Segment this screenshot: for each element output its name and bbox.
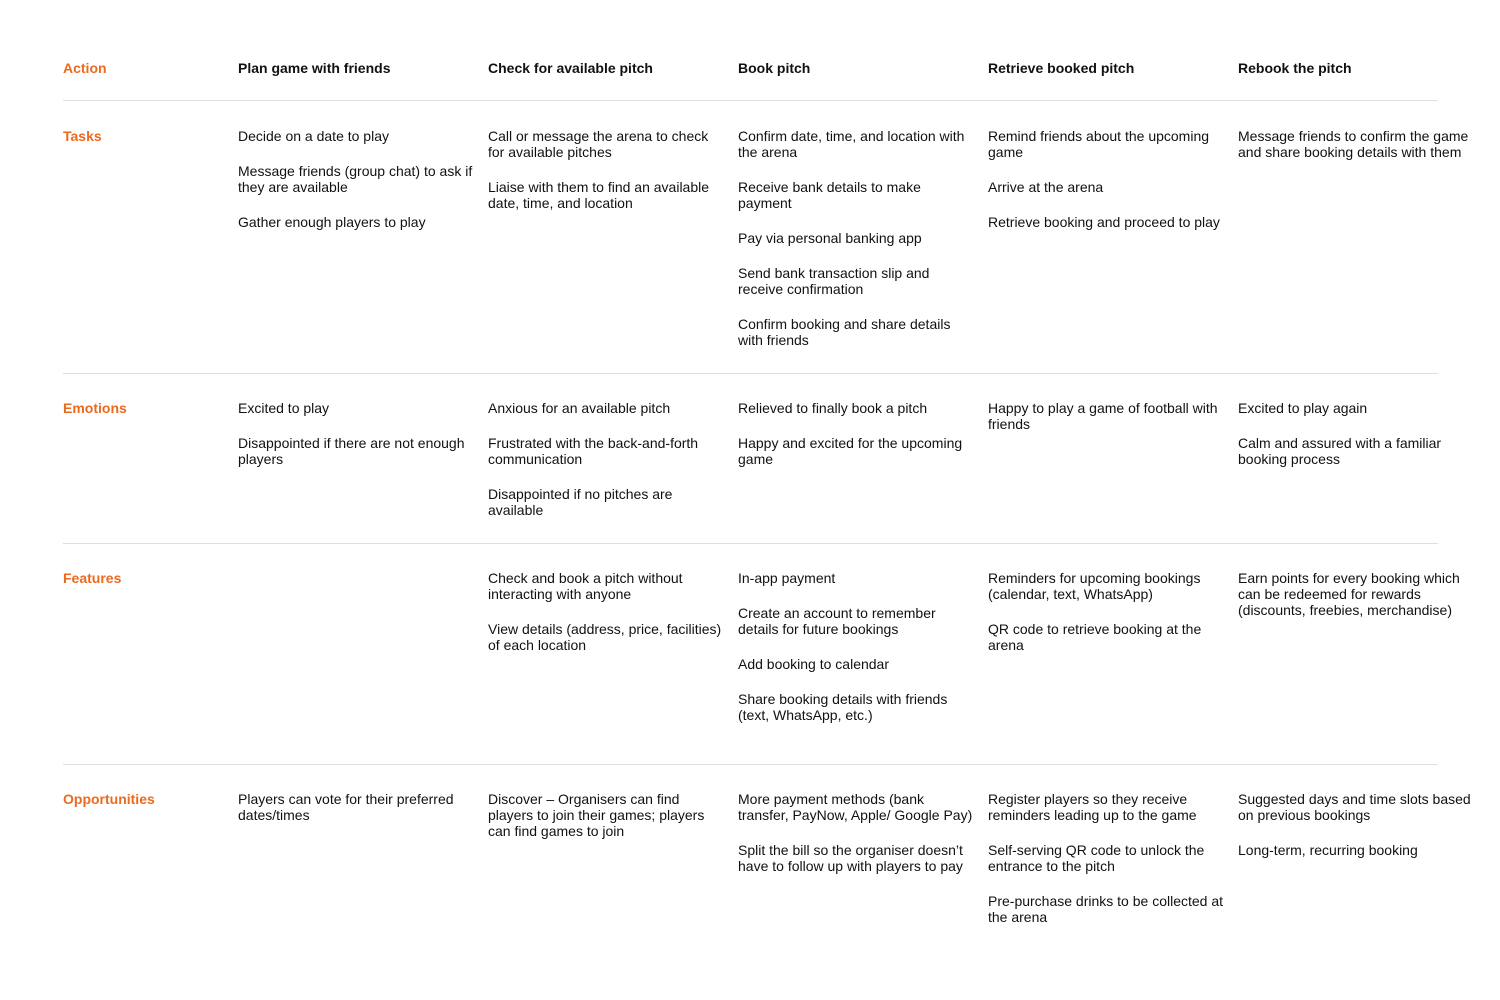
list-item: Self-serving QR code to unlock the entrance to the pitch [988, 842, 1205, 874]
list-item: Call or message the arena to check for available pitches [488, 128, 709, 160]
list-item: Players can vote for their preferred dates/times [238, 791, 454, 823]
opportunities-col-1 [238, 791, 473, 842]
list-item: Excited to play again [1238, 400, 1368, 416]
list-item: Liaise with them to find an available date, time, and location [488, 179, 710, 211]
emotions-col-4 [988, 400, 1223, 451]
column-header: Rebook the pitch [1238, 60, 1352, 76]
row-label-opportunities: Opportunities [63, 791, 155, 807]
list-item: Long-term, recurring booking [1238, 842, 1418, 858]
row-label-action: Action [63, 60, 107, 76]
list-item: Calm and assured with a familiar booking process [1238, 435, 1442, 467]
features-col-5 [1238, 570, 1478, 637]
header-row-label-cell [63, 60, 233, 76]
list-item: In-app payment [738, 570, 836, 586]
list-item: Check and book a pitch without interacting with anyone [488, 570, 683, 602]
emotions-col-3 [738, 400, 973, 486]
header-col-3 [738, 60, 973, 76]
list-item: Pre-purchase drinks to be collected at the arena [988, 893, 1224, 925]
list-item: Gather enough players to play [238, 214, 426, 230]
list-item: Anxious for an available pitch [488, 400, 671, 416]
opportunities-col-4 [988, 791, 1223, 944]
list-item: Confirm date, time, and location with the arena [738, 128, 965, 160]
list-item: Confirm booking and share details with friends [738, 316, 951, 348]
list-item: Excited to play [238, 400, 330, 416]
header-col-1 [238, 60, 473, 76]
header-col-4 [988, 60, 1223, 76]
list-item: Create an account to remember details for future bookings [738, 605, 936, 637]
emotions-col-2 [488, 400, 723, 537]
features-row [63, 570, 1460, 765]
emotions-row [63, 400, 1442, 544]
list-item: Arrive at the arena [988, 179, 1104, 195]
header-row [63, 60, 1438, 101]
list-item: Decide on a date to play [238, 128, 389, 144]
features-col-4 [988, 570, 1223, 672]
features-label-cell [63, 570, 233, 586]
tasks-col-4 [988, 128, 1223, 249]
list-item: View details (address, price, facilities) of each location [488, 621, 722, 653]
tasks-col-2 [488, 128, 723, 230]
row-label-emotions: Emotions [63, 400, 127, 416]
features-col-3 [738, 570, 973, 742]
tasks-label-cell [63, 128, 233, 144]
list-item: Receive bank details to make payment [738, 179, 921, 211]
list-item: Happy and excited for the upcoming game [738, 435, 963, 467]
tasks-row [63, 128, 1469, 374]
tasks-col-3 [738, 128, 973, 367]
column-header: Plan game with friends [238, 60, 391, 76]
list-item: Pay via personal banking app [738, 230, 922, 246]
emotions-col-5 [1238, 400, 1478, 486]
column-header: Retrieve booked pitch [988, 60, 1135, 76]
row-label-features: Features [63, 570, 122, 586]
list-item: Discover – Organisers can find players to join their games; players can find games to join [488, 791, 705, 839]
emotions-label-cell [63, 400, 233, 416]
list-item: QR code to retrieve booking at the arena [988, 621, 1202, 653]
list-item: Send bank transaction slip and receive confirmation [738, 265, 930, 297]
list-item: Reminders for upcoming bookings (calendar, text, WhatsApp) [988, 570, 1201, 602]
header-col-2 [488, 60, 723, 76]
features-col-2 [488, 570, 723, 672]
opportunities-col-3 [738, 791, 973, 893]
list-item: Happy to play a game of football with friends [988, 400, 1218, 432]
emotions-col-1 [238, 400, 473, 486]
opportunities-label-cell [63, 791, 233, 807]
list-item: Remind friends about the upcoming game [988, 128, 1210, 160]
list-item: Split the bill so the organiser doesn’t have to follow up with players to pay [738, 842, 963, 874]
list-item: Register players so they receive reminders leading up to the game [988, 791, 1197, 823]
header-col-5 [1238, 60, 1478, 76]
list-item: Suggested days and time slots based on previous bookings [1238, 791, 1471, 823]
tasks-col-5 [1238, 128, 1478, 179]
tasks-col-1 [238, 128, 473, 249]
list-item: Share booking details with friends (text, WhatsApp, etc.) [738, 691, 948, 723]
opportunities-row [63, 791, 1471, 971]
list-item: Retrieve booking and proceed to play [988, 214, 1220, 230]
list-item: Message friends (group chat) to ask if they are available [238, 163, 473, 195]
list-item: Add booking to calendar [738, 656, 889, 672]
column-header: Check for available pitch [488, 60, 653, 76]
opportunities-col-2 [488, 791, 723, 858]
list-item: Disappointed if there are not enough players [238, 435, 465, 467]
list-item: Frustrated with the back-and-forth communication [488, 435, 699, 467]
row-label-tasks: Tasks [63, 128, 102, 144]
opportunities-col-5 [1238, 791, 1478, 877]
list-item: Message friends to confirm the game and share booking details with them [1238, 128, 1469, 160]
list-item: Relieved to finally book a pitch [738, 400, 928, 416]
column-header: Book pitch [738, 60, 811, 76]
list-item: Earn points for every booking which can be redeemed for rewards (discounts, freebies, merchandise) [1238, 570, 1460, 618]
list-item: Disappointed if no pitches are available [488, 486, 673, 518]
list-item: More payment methods (bank transfer, PayNow, Apple/ Google Pay) [738, 791, 973, 823]
